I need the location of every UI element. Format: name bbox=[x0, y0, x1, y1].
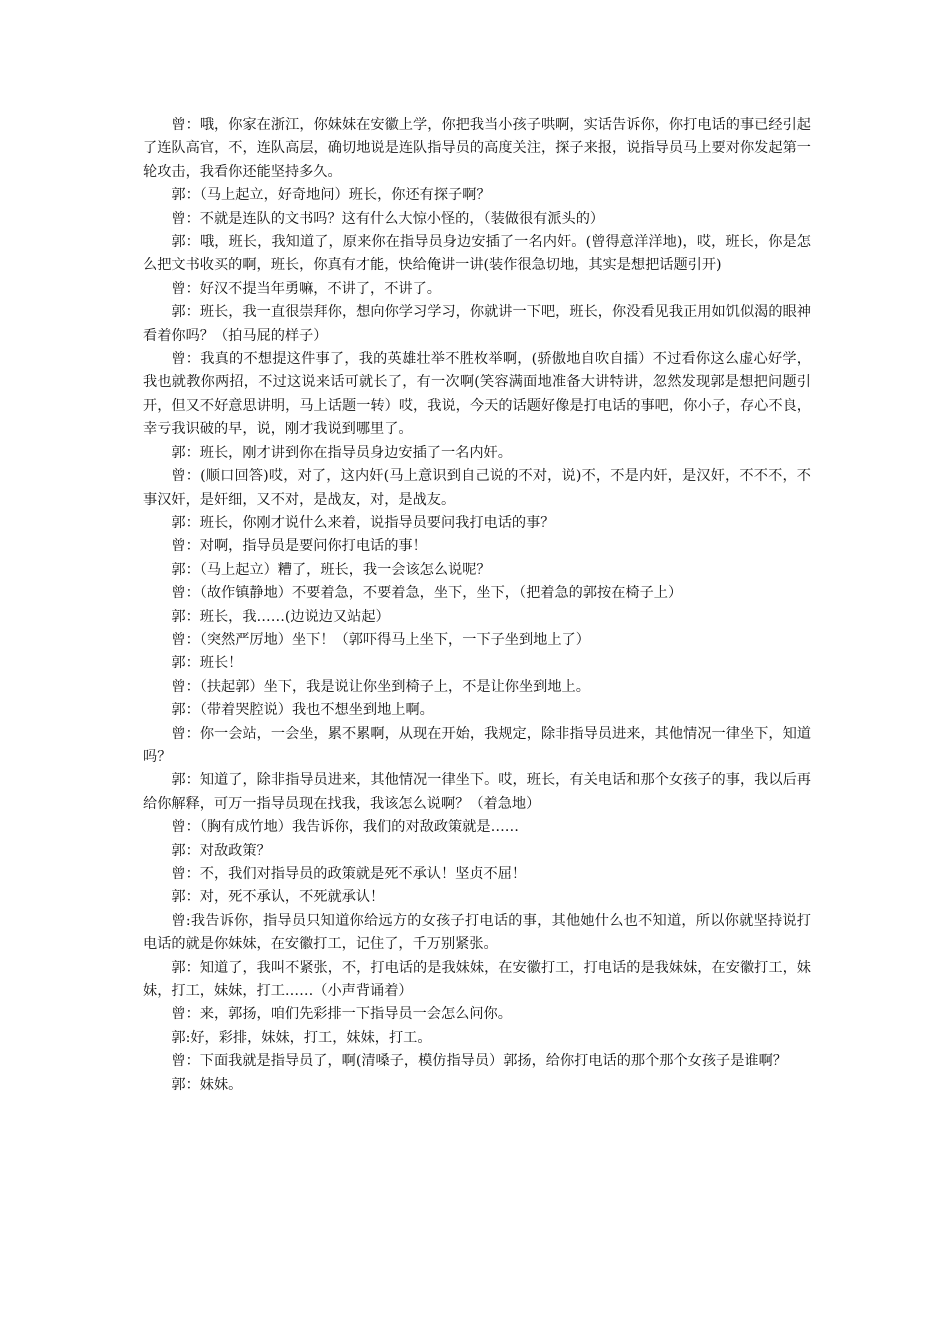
dialogue-paragraph: 曾：不就是连队的文书吗？这有什么大惊小怪的，（装做很有派头的） bbox=[171, 210, 605, 227]
dialogue-paragraph: 郭：班长，我……(边说边又站起） bbox=[171, 608, 390, 625]
dialogue-paragraph: 郭：（马上起立）糟了，班长，我一会该怎么说呢？ bbox=[171, 561, 491, 578]
dialogue-paragraph: 郭:好，彩排，妹妹，打工，妹妹，打工。 bbox=[171, 1029, 432, 1046]
dialogue-paragraph: 曾:我告诉你，指导员只知道你给远方的女孩子打电话的事，其他她什么也不知道，所以你就坚持说打电话的就是你妹妹，在安徽打工，记住了，千万别紧张。 bbox=[143, 912, 811, 953]
dialogue-paragraph: 郭：班长！ bbox=[171, 655, 243, 672]
dialogue-paragraph: 曾：下面我就是指导员了，啊(清嗓子，模仿指导员）郭扬，给你打电话的那个那个女孩子是谁啊？ bbox=[171, 1053, 787, 1070]
dialogue-paragraph: 曾：（扶起郭）坐下，我是说让你坐到椅子上，不是让你坐到地上。 bbox=[171, 678, 590, 695]
dialogue-paragraph: 曾：(顺口回答)哎，对了，这内奸(马上意识到自己说的不对，说)不，不是内奸，是汉奸，不不不，不事汉奸，是奸细，又不对，是战友，对，是战友。 bbox=[143, 468, 811, 508]
dialogue-paragraph: 曾：来，郭扬，咱们先彩排一下指导员一会怎么问你。 bbox=[171, 1006, 512, 1023]
dialogue-paragraph: 郭：知道了，我叫不紧张，不，打电话的是我妹妹，在安徽打工，打电话的是我妹妹，在安徽打工，妹妹，打工，妹妹，打工……（小声背诵着） bbox=[143, 959, 811, 1000]
dialogue-paragraph: 曾：我真的不想提这件事了，我的英雄壮举不胜枚举啊，(骄傲地自吹自擂）不过看你这么虚心好学，我也就教你两招，不过这说来话可就长了，有一次啊(笑容满面地准备大讲特讲，忽然发现郭是想把问题引开，但又不好意思讲明，马上话题一转）哎，我说，今天的话题好像是打电话的事吧，你小子，存心不良，幸亏我识破的早，说，刚才我说到哪里了。 bbox=[143, 351, 811, 438]
document-page bbox=[143, 114, 811, 1097]
dialogue-paragraph: 曾：好汉不提当年勇嘛，不讲了，不讲了。 bbox=[171, 280, 441, 297]
dialogue-paragraph: 郭：知道了，除非指导员进来，其他情况一律坐下。哎，班长，有关电话和那个女孩子的事，我以后再给你解释，可万一指导员现在找我，我该怎么说啊？（着急地） bbox=[143, 772, 811, 812]
dialogue-paragraph: 曾：对啊，指导员是要问你打电话的事！ bbox=[171, 538, 427, 555]
dialogue-paragraph: 郭：对，死不承认，不死就承认！ bbox=[171, 889, 385, 906]
dialogue-paragraph: 曾：（突然严厉地）坐下！（郭吓得马上坐下，一下子坐到地上了） bbox=[171, 631, 590, 648]
dialogue-paragraph: 曾：哦，你家在浙江，你妹妹在安徽上学，你把我当小孩子哄啊，实话告诉你，你打电话的事已经引起了连队高官，不，连队高层，确切地说是连队指导员的高度关注，探子来报，说指导员马上要对你发起第一轮攻击，我看你还能坚持多久。 bbox=[143, 117, 811, 180]
dialogue-paragraph: 郭：（马上起立，好奇地问）班长，你还有探子啊？ bbox=[171, 187, 491, 204]
dialogue-paragraph: 曾：你一会站，一会坐，累不累啊，从现在开始，我规定，除非指导员进来，其他情况一律坐下，知道吗？ bbox=[143, 725, 811, 765]
dialogue-paragraph: 曾：（胸有成竹地）我告诉你，我们的对敌政策就是…… bbox=[171, 819, 519, 836]
dialogue-paragraph: 曾：不，我们对指导员的政策就是死不承认！坚贞不屈！ bbox=[171, 866, 527, 882]
dialogue-paragraph: 曾：（故作镇静地）不要着急，不要着急，坐下，坐下，（把着急的郭按在椅子上） bbox=[171, 585, 683, 602]
dialogue-paragraph: 郭：哦，班长，我知道了，原来你在指导员身边安插了一名内奸。(曾得意洋洋地)，哎，班长，你是怎么把文书收买的啊，班长，你真有才能，快给俺讲一讲(装作很急切地，其实是想把话题引开) bbox=[143, 234, 811, 274]
dialogue-paragraph: 郭：（带着哭腔说）我也不想坐到地上啊。 bbox=[171, 702, 434, 719]
dialogue-paragraph: 郭：妹妹。 bbox=[171, 1076, 243, 1093]
dialogue-paragraph: 郭：班长，你刚才说什么来着，说指导员要问我打电话的事？ bbox=[171, 514, 555, 531]
dialogue-paragraph: 郭：班长，刚才讲到你在指导员身边安插了一名内奸。 bbox=[171, 444, 512, 461]
dialogue-paragraph: 郭：班长，我一直很崇拜你，想向你学习学习，你就讲一下吧，班长，你没看见我正用如饥似渴的眼神看着你吗？（拍马屁的样子） bbox=[143, 304, 811, 344]
dialogue-paragraph: 郭：对敌政策？ bbox=[171, 842, 271, 859]
